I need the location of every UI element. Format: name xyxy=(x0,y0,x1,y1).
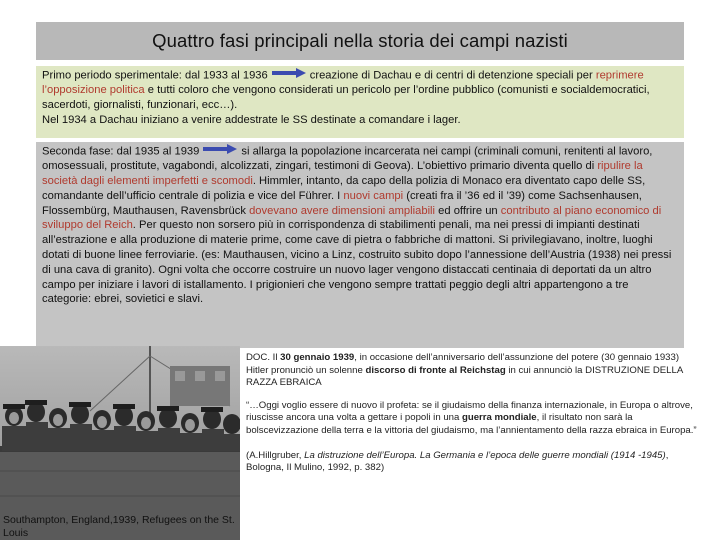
doc-speech: discorso di fronte al Reichstag xyxy=(365,364,506,376)
phase1-highlight: reprimere l’opposizione politica xyxy=(42,69,644,97)
citation-title: La distruzione dell’Europa. La Germania e l’epoca delle guerre mondiali (1914 -1945) xyxy=(304,449,666,461)
refugee-ship-photo xyxy=(0,346,240,540)
doc-date: 30 gennaio 1939 xyxy=(280,352,355,363)
doc-intro-text: , in occasione dell’anniversario dell’assunzione del potere (30 gennaio 1933) Hitler pronunciò un solenne xyxy=(246,352,680,376)
doc-quote xyxy=(246,400,698,438)
right-arrow-icon xyxy=(272,68,306,83)
doc-intro-end: in cui annunciò la DISTRUZIONE DELLA RAZZA EBRAICA xyxy=(246,364,683,389)
phase1-after-arrow: creazione di Dachau e di centri di detenzione speciali per xyxy=(309,69,593,82)
doc-citation xyxy=(246,450,698,475)
citation-author: (A.Hillgruber, xyxy=(246,449,305,461)
doc-quote-text-1: “…Oggi voglio essere di nuovo il profeta: se il giudaismo della finanza internazionale, in Europa o altrove, riuscisse ancora una volta a gettare i popoli in una xyxy=(246,399,693,424)
slide-title-bar xyxy=(36,22,684,60)
doc-intro xyxy=(246,352,698,390)
right-arrow-icon xyxy=(203,144,237,159)
phase2-text-4: . Per questo non sorsero più in corrispondenza di stabilimenti penali, ma nei pressi di impianti destinati all’estrazione e alla produzione di materie prime, come cave di pietra o fabbriche di mattoni. Si privilegiavano, inoltre, luoghi dotati di buone linee ferroviarie. (es: Mauthausen, vicino a Linz, costruito subito dopo l’annessione dell’Austria (1938) nei pressi di una cava di granito). Ogni volta che occorre costruire un nuovo lager vengono distaccati centinaia di deportati da un altro campo per iniziare i lavori di istallamento. I prigionieri che vengono sempre trattati peggio degli altri appartengono a tre categorie: ebrei, sovietici e slavi. xyxy=(42,219,672,306)
phase2-text-1: . Himmler, intanto, da capo della polizia di Monaco era diventato capo delle SS, comandante dell’ufficio centrale di polizia e vice del Führer. I xyxy=(42,174,646,202)
document-quote-block xyxy=(246,352,698,485)
phase2-highlight-2: nuovi campi xyxy=(343,189,404,202)
phase2-highlight-4: contributo al piano economico di sviluppo del Reich xyxy=(42,204,662,232)
phase2-text-2: (creati fra il ’36 ed il ’39) come Sachsenhausen, Flossembürg, Mauthausen, Ravensbrück xyxy=(42,189,642,217)
phase2-text-3: ed offrire un xyxy=(435,204,498,217)
historical-photo xyxy=(0,346,240,540)
phase1-lead: Primo periodo sperimentale: dal 1933 al 1936 xyxy=(42,69,268,82)
phase2-after-arrow: si allarga la popolazione incarcerata nei campi (criminali comuni, renitenti al lavoro, omosessuali, prostitute, vagabondi, alcolizzati, zingari, testimoni di Geova). L’obiettivo primario diventa quello di xyxy=(42,145,653,173)
slide-title: Quattro fasi principali nella storia dei campi nazisti xyxy=(152,30,568,51)
doc-quote-bold: guerra mondiale xyxy=(462,412,537,424)
phase2-highlight-1: ripulire la società dagli elementi imperfetti e scomodi xyxy=(42,160,643,187)
citation-publisher: , Bologna, Il Mulino, 1992, p. 382) xyxy=(246,449,669,474)
phase2-box xyxy=(36,142,684,348)
phase2-lead: Seconda fase: dal 1935 al 1939 xyxy=(42,145,200,158)
phase1-box xyxy=(36,66,684,138)
phase2-highlight-3: dovevano avere dimensioni ampliabili xyxy=(249,204,436,217)
doc-label: DOC. Il xyxy=(246,352,281,363)
photo-caption: Southampton, England,1939, Refugees on the St. Louis xyxy=(3,514,235,539)
phase1-text: e tutti coloro che vengono considerati un pericolo per l’ordine pubblico (comunisti e socialdemocratici, sacerdoti, giornalisti, funzionari, ecc…). xyxy=(42,84,650,111)
doc-quote-text-2: , il risultato non sarà la bolscevizzazione della terra e la vittoria del giudaismo, ma l’annientamento della razza ebraica in Europa.” xyxy=(246,412,697,436)
phase1-ss-text: Nel 1934 a Dachau iniziano a venire addestrate le SS destinate a comandare i lager. xyxy=(42,113,461,126)
